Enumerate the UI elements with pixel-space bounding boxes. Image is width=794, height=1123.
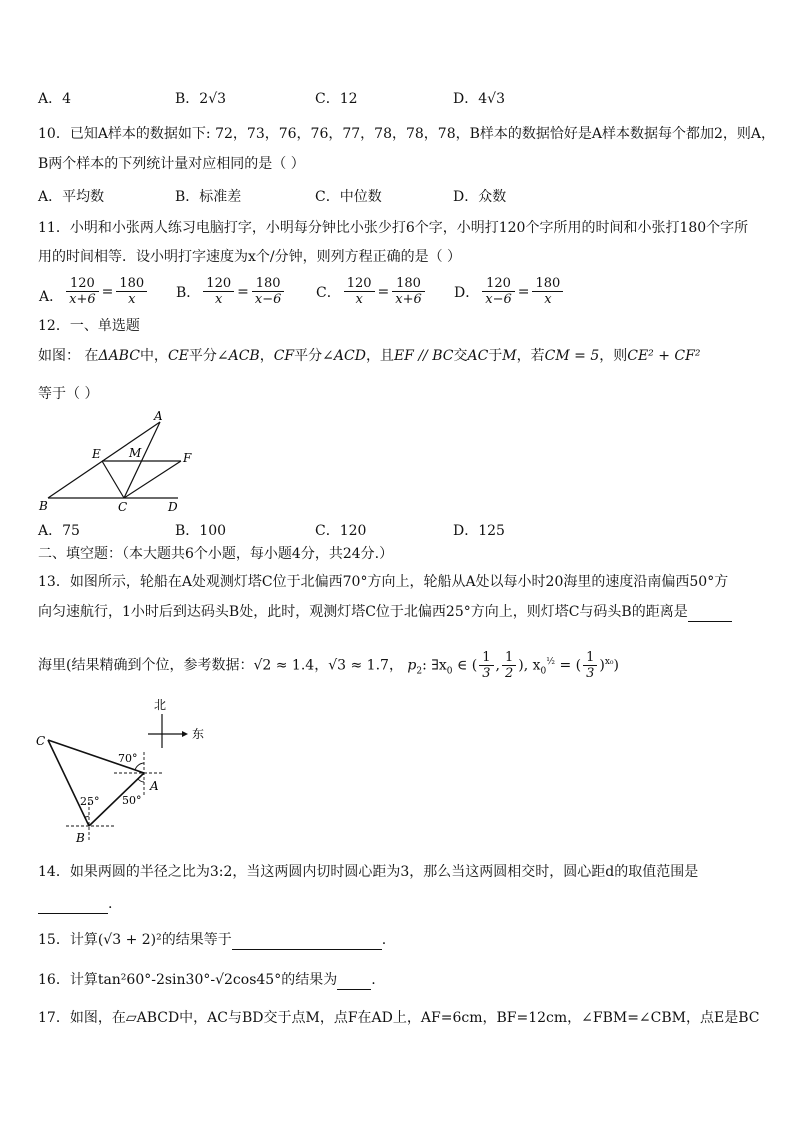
q14-stem-line1: 14．如果两圆的半径之比为3:2，当这两圆内切时圆心距为3，那么当这两圆相交时，圆心距d的取值范围是	[38, 864, 699, 880]
q12-option-c: C．120	[315, 523, 367, 539]
q14-stem-line2: .	[38, 894, 112, 914]
q12-header: 12．一、单选题	[38, 318, 140, 334]
q13-answer-blank[interactable]	[688, 607, 732, 622]
q9-option-d: D．4√3	[453, 91, 505, 107]
q11-options	[38, 276, 758, 312]
line-cb	[48, 740, 89, 826]
label-f: F	[183, 451, 192, 465]
east-label: 东	[192, 727, 205, 741]
q13-stem-line1: 13．如图所示，轮船在A处观测灯塔C位于北偏西70°方向上，轮船从A处以每小时20海里的速度沿南偏西50°方	[38, 574, 729, 590]
q10-option-c: C．中位数	[315, 189, 382, 205]
q10-option-d: D．众数	[453, 189, 507, 205]
line-ec	[102, 461, 124, 498]
q10-stem-line2: B两个样本的下列统计量对应相同的是（ ）	[38, 156, 305, 172]
q16-stem: 16．计算tan²60°-2sin30°-√2cos45°的结果为 .	[38, 972, 376, 988]
q9-option-b: B．2√3	[175, 91, 227, 107]
angle-50-label: 50°	[122, 794, 142, 807]
q13-navigation-figure	[30, 690, 220, 850]
q10-option-a: A．平均数	[38, 189, 105, 205]
q12-stem-line1: 如图： 在ΔABC中，CE平分∠ACB，CF平分∠ACD，且EF // BC交AC于M，若CM = 5，则CE² + CF²	[38, 348, 701, 364]
north-label: 北	[154, 698, 167, 712]
q15-stem: 15．计算(√3 + 2)²的结果等于 .	[38, 932, 387, 948]
angle-70-label: 70°	[118, 752, 138, 765]
q11-stem-line2: 用的时间相等．设小明打字速度为x个/分钟，则列方程正确的是（ ）	[38, 249, 462, 265]
east-arrow-icon	[182, 731, 188, 737]
line-ba	[48, 422, 160, 498]
angle-25-label: 25°	[80, 795, 100, 808]
q15-answer-blank[interactable]	[232, 935, 382, 950]
label-m: M	[129, 446, 142, 460]
q9-option-a: A．4	[38, 91, 72, 107]
q12-triangle-figure	[36, 406, 196, 512]
label-b: B	[76, 831, 85, 845]
label-d: D	[168, 500, 178, 512]
label-c: C	[36, 734, 46, 748]
angle-50-arc	[138, 779, 144, 782]
q9-option-c: C．12	[315, 91, 358, 107]
q11-stem-line1: 11．小明和小张两人练习电脑打字，小明每分钟比小张少打6个字，小明打120个字所用的时间和小张打180个字所	[38, 220, 749, 236]
q12-option-d: D．125	[453, 523, 505, 539]
section2-heading: 二、填空题：（本大题共6个小题，每小题4分，共24分.）	[38, 546, 394, 562]
label-a: A	[154, 409, 163, 423]
label-c: C	[118, 500, 128, 512]
q12-stem-line2: 等于（ ）	[38, 386, 99, 402]
q10-stem-line1: 10．已知A样本的数据如下: 72，73，76，76，77，78，78，78，B样本的数据恰好是A样本数据每个都加2，则A，	[38, 126, 776, 142]
q11-option-c: C． $\frac{120}{x}$ = $\frac{180}{x+6}$	[315, 276, 427, 307]
q11-option-a: A． $\frac{120}{x+6}$ = $\frac{180}{x}$	[38, 276, 149, 307]
q11-option-d: D． $\frac{120}{x-6}$ = $\frac{180}{x}$	[453, 276, 565, 307]
q10-option-b: B．标准差	[175, 189, 242, 205]
q9-options	[38, 88, 758, 110]
label-e: E	[92, 447, 101, 461]
q11-option-b: B． $\frac{120}{x}$ = $\frac{180}{x-6}$	[175, 276, 286, 307]
q10-options	[38, 186, 758, 208]
label-b: B	[39, 499, 48, 512]
q13-stem-line3: 海里(结果精确到个位，参考数据：√2 ≈ 1.4，√3 ≈ 1.7， $p_2$: $\exists x_0$ ∈ ( $\frac{1}{3}$ , $\frac{1}{2}$ ), $x_0^{\frac{1}{2}}$ = ( $\frac{1}{3}$ )$^{x_0}$)	[38, 650, 619, 681]
q16-answer-blank[interactable]	[337, 975, 371, 990]
angle-25-arc	[85, 816, 89, 817]
label-a: A	[150, 779, 159, 793]
q12-option-b: B．100	[175, 523, 227, 539]
q17-stem-line1: 17．如图，在▱ABCD中，AC与BD交于点M，点F在AD上，AF=6cm，BF=12cm，∠FBM=∠CBM，点E是BC	[38, 1010, 760, 1026]
q12-options	[38, 520, 758, 542]
q14-answer-blank[interactable]	[38, 899, 108, 914]
q12-option-a: A．75	[38, 523, 80, 539]
q13-stem-line2: 向匀速航行，1小时后到达码头B处，此时，观测灯塔C位于北偏西25°方向上，则灯塔C与码头B的距离是	[38, 602, 732, 622]
